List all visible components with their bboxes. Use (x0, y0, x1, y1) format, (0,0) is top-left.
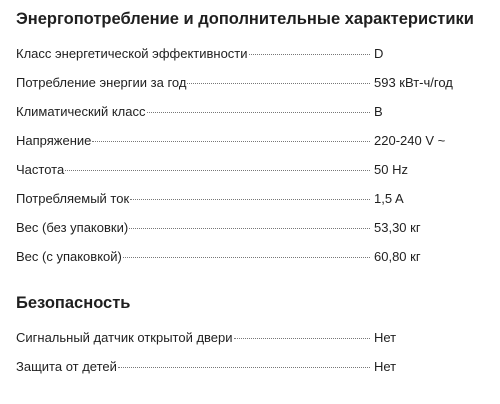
spec-row (16, 247, 476, 267)
dotted-leader (147, 111, 371, 113)
dotted-leader (65, 169, 370, 171)
spec-label: Потребление энергии за год (16, 75, 187, 90)
dotted-leader (92, 140, 370, 142)
dotted-leader (123, 256, 370, 258)
spec-value: Нет (374, 330, 397, 345)
spec-label: Частота (16, 162, 65, 177)
spec-row (16, 357, 476, 377)
spec-value: B (374, 104, 383, 119)
spec-value: 220-240 V ~ (374, 133, 446, 148)
dotted-leader (118, 366, 370, 368)
spec-value: 1,5 A (374, 191, 404, 206)
spec-label: Напряжение (16, 133, 92, 148)
spec-value: Нет (374, 359, 397, 374)
section-title-energy: Энергопотребление и дополнительные характеристики (16, 10, 474, 28)
spec-label: Потребляемый ток (16, 191, 130, 206)
spec-label: Класс энергетической эффективности (16, 46, 248, 61)
spec-row (16, 102, 476, 122)
spec-row (16, 44, 476, 64)
spec-label: Сигнальный датчик открытой двери (16, 330, 233, 345)
spec-value: D (374, 46, 384, 61)
spec-value: 53,30 кг (374, 220, 421, 235)
dotted-leader (187, 82, 370, 84)
spec-value: 593 кВт-ч/год (374, 75, 453, 90)
spec-value: 50 Hz (374, 162, 408, 177)
spec-row (16, 73, 476, 93)
section-title-safety: Безопасность (16, 294, 131, 312)
dotted-leader (130, 198, 370, 200)
spec-label: Вес (без упаковки) (16, 220, 129, 235)
spec-row (16, 160, 476, 180)
dotted-leader (249, 53, 370, 55)
dotted-leader (234, 337, 370, 339)
spec-row (16, 328, 476, 348)
spec-row (16, 218, 476, 238)
dotted-leader (129, 227, 370, 229)
spec-label: Климатический класс (16, 104, 146, 119)
spec-value: 60,80 кг (374, 249, 421, 264)
spec-row (16, 131, 476, 151)
spec-row (16, 189, 476, 209)
spec-label: Вес (с упаковкой) (16, 249, 122, 264)
spec-label: Защита от детей (16, 359, 117, 374)
